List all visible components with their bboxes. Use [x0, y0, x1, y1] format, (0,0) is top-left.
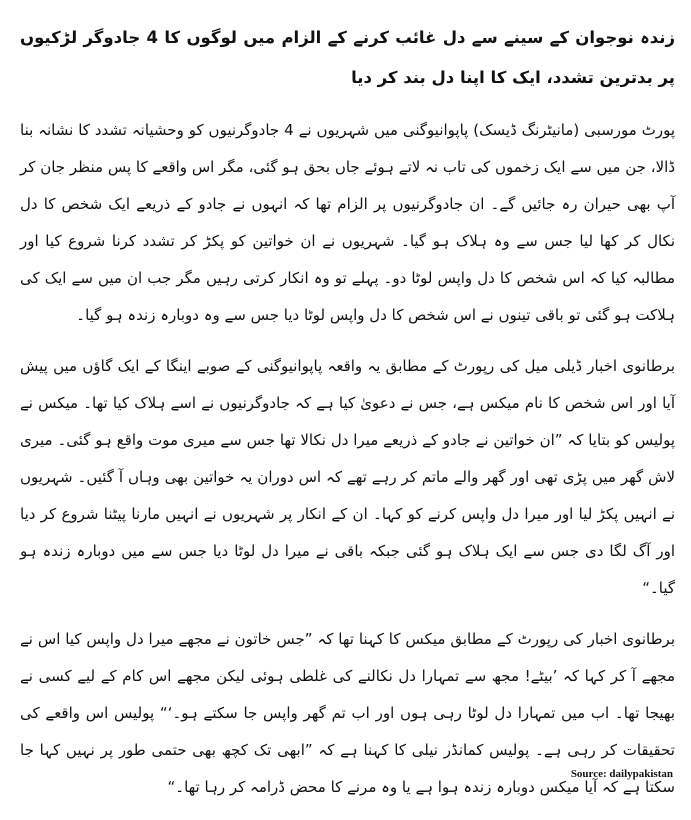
article-paragraph-1: پورٹ مورسبی (مانیٹرنگ ڈیسک) پاپوانیوگنی میں شہریوں نے 4 جادوگرنیوں کو وحشیانہ تشدد کا نشانہ بنا ڈالا، جن میں سے ایک زخموں کی تاب نہ لاتے ہوئے جاں بحق ہو گئی، مگر اس واقعے کا پس منظر جان کر آپ بھی حیران رہ جائیں گے۔ ان جادوگرنیوں پر الزام تھا کہ انہوں نے جادو کے ذریعے ایک شخص کا دل نکال کر کھا لیا جس سے وہ ہلاک ہو گیا۔ شہریوں نے ان خواتین کو پکڑ کر تشدد کرنا شروع کیا اور مطالبہ کیا کہ اس شخص کا دل واپس لوٹا دو۔ پہلے تو وہ انکار کرتی رہیں مگر جب ان میں سے ایک کی ہلاکت ہو گئی تو باقی تینوں نے اس شخص کا دل واپس لوٹا دیا جس سے وہ دوبارہ زندہ ہو گیا۔ — [20, 121, 675, 324]
article — [20, 18, 675, 820]
article-paragraph-2: برطانوی اخبار ڈیلی میل کی رپورٹ کے مطابق یہ واقعہ پاپوانیوگنی کے صوبے اینگا کے ایک گاؤں میں پیش آیا اور اس شخص کا نام میکس ہے، جس نے دعویٰ کیا ہے کہ جادوگرنیوں نے اسے ہلاک کیا تھا۔ میکس نے پولیس کو بتایا کہ ”ان خواتین نے جادو کے ذریعے میرا دل نکالا تھا جس سے میری موت واقع ہو گئی۔ میری لاش گھر میں پڑی تھی اور گھر والے ماتم کر رہے تھے کہ اس دوران یہ خواتین بھی وہاں آ گئیں۔ شہریوں نے انہیں پکڑ لیا اور میرا دل واپس کرنے کو کہا۔ ان کے انکار پر شہریوں نے انہیں مارنا پیٹنا شروع کر دیا اور آگ لگا دی جس سے ایک ہلاک ہو گئی جبکہ باقی نے میرا دل لوٹا دیا جس سے میں دوبارہ زندہ ہو گیا۔“ — [20, 357, 675, 597]
article-headline: زندہ نوجوان کے سینے سے دل غائب کرنے کے الزام میں لوگوں کا 4 جادوگر لڑکیوں پر بدترین تشدد، ایک کا اپنا دل بند کر دیا — [20, 28, 675, 87]
source-credit: Source: dailypakistan — [570, 768, 673, 780]
article-paragraph-3: برطانوی اخبار کی رپورٹ کے مطابق میکس کا کہنا تھا کہ ”جس خاتون نے مجھے میرا دل واپس کیا اس نے مجھے آ کر کہا کہ ’بیٹے! مجھ سے تمہارا دل نکالنے کی غلطی ہوئی لیکن مجھے اس کام کے لیے کسی نے بھیجا تھا۔ اب میں تمہارا دل لوٹا رہی ہوں اور اب تم گھر واپس جا سکتے ہو۔‘“ پولیس اس واقعے کی تحقیقات کر رہی ہے۔ پولیس کمانڈر نیلی کا کہنا ہے کہ ”ابھی تک کچھ بھی حتمی طور پر نہیں کہا جا سکتا ہے کہ آیا میکس دوبارہ زندہ ہوا ہے یا وہ مرنے کا محض ڈرامہ کر رہا تھا۔“ — [20, 630, 675, 796]
